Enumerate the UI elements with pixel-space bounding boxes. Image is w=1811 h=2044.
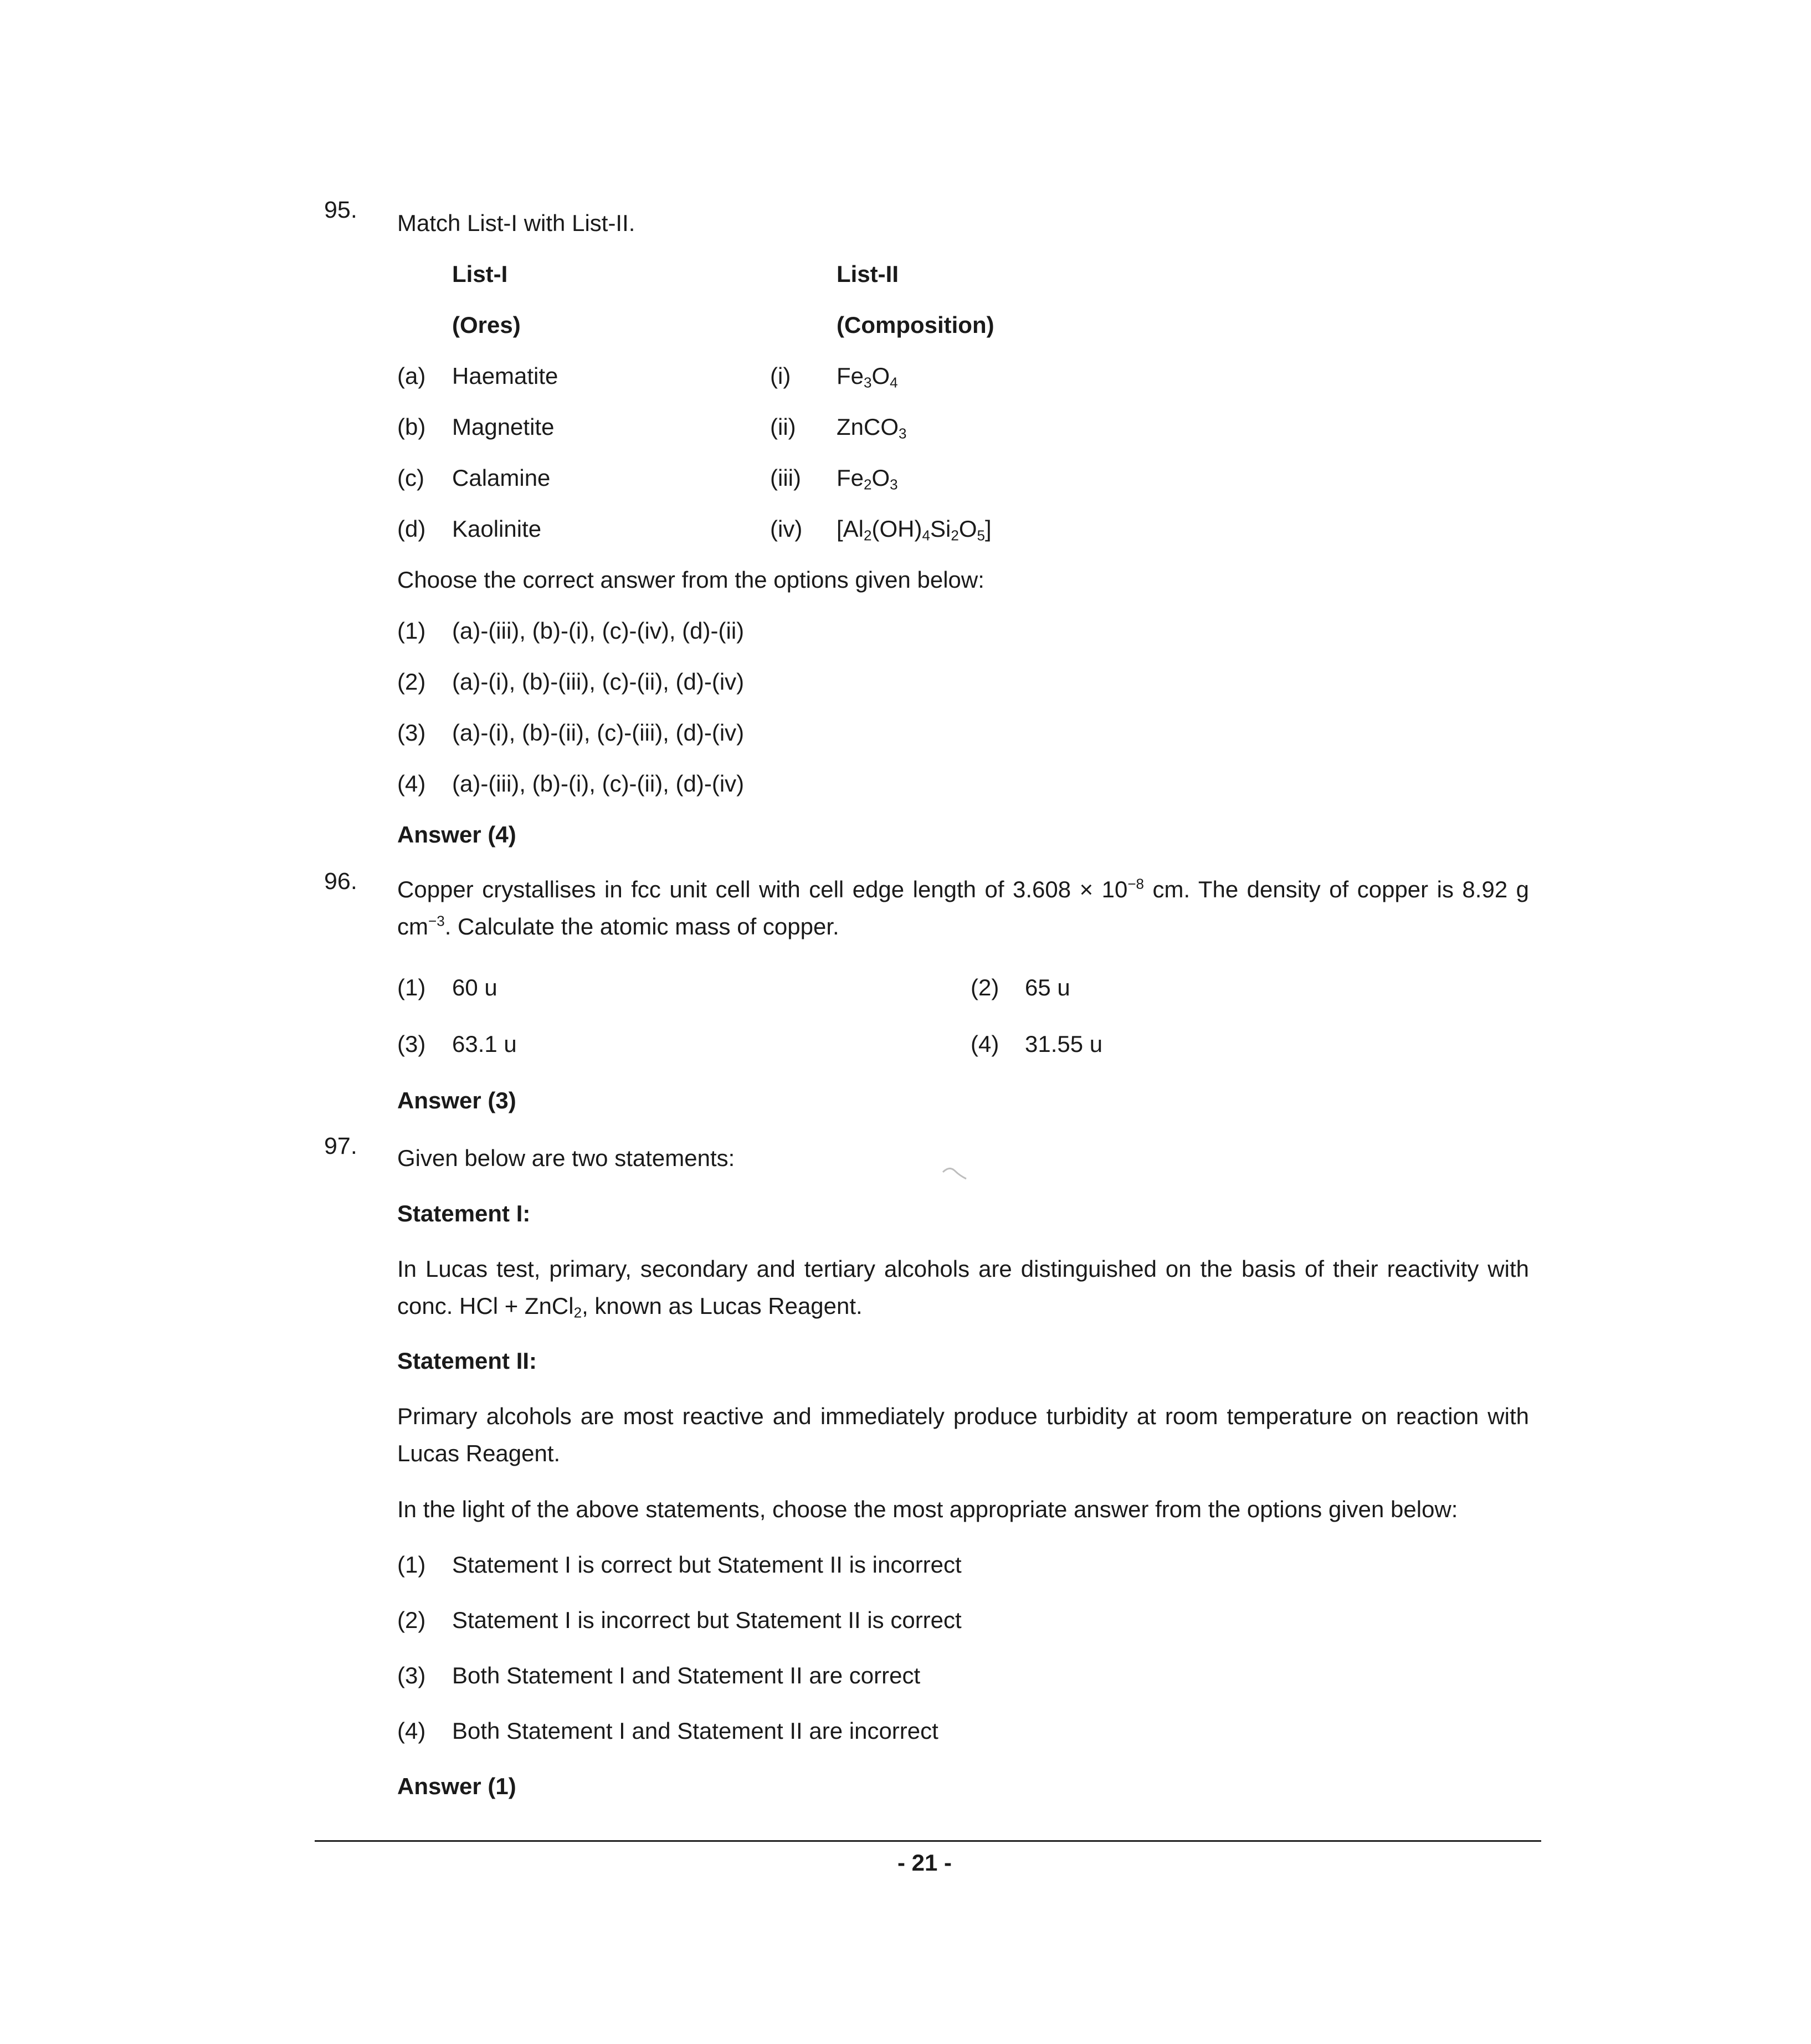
row-label: (b) bbox=[397, 414, 426, 440]
option-text: (a)-(iii), (b)-(i), (c)-(iv), (d)-(ii) bbox=[452, 618, 745, 644]
answer: Answer (3) bbox=[397, 1087, 516, 1113]
footer-divider bbox=[315, 1840, 1541, 1842]
composition-formula: $[Al_2(OH)_4Si_2O_5]$ bbox=[837, 516, 992, 544]
option-text: Both Statement I and Statement II are correct bbox=[452, 1662, 921, 1688]
ore-name: Kaolinite bbox=[452, 516, 542, 542]
option-text: 60 u bbox=[452, 974, 497, 1000]
page-number: - 21 - bbox=[897, 1850, 952, 1876]
composition-formula: ZnCO$_3$ bbox=[837, 414, 907, 442]
instruction: In the light of the above statements, choose the most appropriate answer from the options given below: bbox=[397, 1496, 1458, 1522]
composition-label: (ii) bbox=[770, 414, 796, 440]
ore-name: Magnetite bbox=[452, 414, 555, 440]
answer: Answer (4) bbox=[397, 821, 516, 848]
ore-name: Calamine bbox=[452, 465, 551, 491]
composition-formula: $Fe_2O_3$ bbox=[837, 465, 898, 493]
option-number: (1) bbox=[397, 618, 426, 644]
list1-header: List-I bbox=[452, 261, 508, 287]
composition-formula: $Fe_3O_4$ bbox=[837, 363, 898, 391]
option-text: 65 u bbox=[1025, 974, 1070, 1000]
list1-subheader: (Ores) bbox=[452, 312, 521, 338]
question-number: 97. bbox=[324, 1133, 357, 1159]
option-text: (a)-(i), (b)-(iii), (c)-(ii), (d)-(iv) bbox=[452, 669, 745, 695]
option-text: 31.55 u bbox=[1025, 1031, 1103, 1057]
question-intro: Given below are two statements: bbox=[397, 1145, 735, 1171]
answer: Answer (1) bbox=[397, 1773, 516, 1799]
ore-name: Haematite bbox=[452, 363, 558, 389]
option-text: Both Statement I and Statement II are incorrect bbox=[452, 1718, 938, 1744]
list2-subheader: (Composition) bbox=[837, 312, 994, 338]
scan-mark bbox=[942, 1162, 969, 1184]
question-prompt: Match List-I with List-II. bbox=[397, 210, 635, 236]
statement-1-label: Statement I: bbox=[397, 1200, 531, 1226]
composition-label: (i) bbox=[770, 363, 791, 389]
option-number: (4) bbox=[971, 1031, 999, 1057]
option-number: (2) bbox=[971, 974, 999, 1000]
option-number: (1) bbox=[397, 1552, 426, 1578]
option-number: (4) bbox=[397, 1718, 426, 1744]
choose-instruction: Choose the correct answer from the options given below: bbox=[397, 567, 984, 593]
option-number: (3) bbox=[397, 1031, 426, 1057]
question-number: 95. bbox=[324, 197, 357, 223]
list2-header: List-II bbox=[837, 261, 899, 287]
composition-label: (iv) bbox=[770, 516, 803, 542]
row-label: (d) bbox=[397, 516, 426, 542]
option-text: 63.1 u bbox=[452, 1031, 517, 1057]
question-number: 96. bbox=[324, 868, 357, 895]
option-text: Statement I is incorrect but Statement II is correct bbox=[452, 1607, 962, 1633]
row-label: (a) bbox=[397, 363, 426, 389]
row-label: (c) bbox=[397, 465, 424, 491]
option-number: (2) bbox=[397, 1607, 426, 1633]
statement-1-text: In Lucas test, primary, secondary and tertiary alcohols are distinguished on the basis of their reactivity with conc. HCl + ZnCl$_2$, known as Lucas Reagent. bbox=[397, 1256, 1529, 1321]
statement-2-label: Statement II: bbox=[397, 1348, 537, 1374]
option-text: Statement I is correct but Statement II is incorrect bbox=[452, 1552, 962, 1578]
question-text: Copper crystallises in fcc unit cell with cell edge length of $3.608 \times 10^{-8}$ cm. The density of copper is 8.92 g $cm^{-3}$. Calculate the atomic mass of copper. bbox=[397, 875, 1530, 939]
option-text: (a)-(i), (b)-(ii), (c)-(iii), (d)-(iv) bbox=[452, 720, 745, 746]
option-number: (1) bbox=[397, 974, 426, 1000]
composition-label: (iii) bbox=[770, 465, 801, 491]
option-number: (3) bbox=[397, 1662, 426, 1688]
option-number: (2) bbox=[397, 669, 426, 695]
statement-2-text: Primary alcohols are most reactive and immediately produce turbidity at room temperature on reaction with Lucas Reagent. bbox=[397, 1403, 1529, 1466]
option-number: (4) bbox=[397, 771, 426, 797]
option-number: (3) bbox=[397, 720, 426, 746]
option-text: (a)-(iii), (b)-(i), (c)-(ii), (d)-(iv) bbox=[452, 771, 745, 797]
